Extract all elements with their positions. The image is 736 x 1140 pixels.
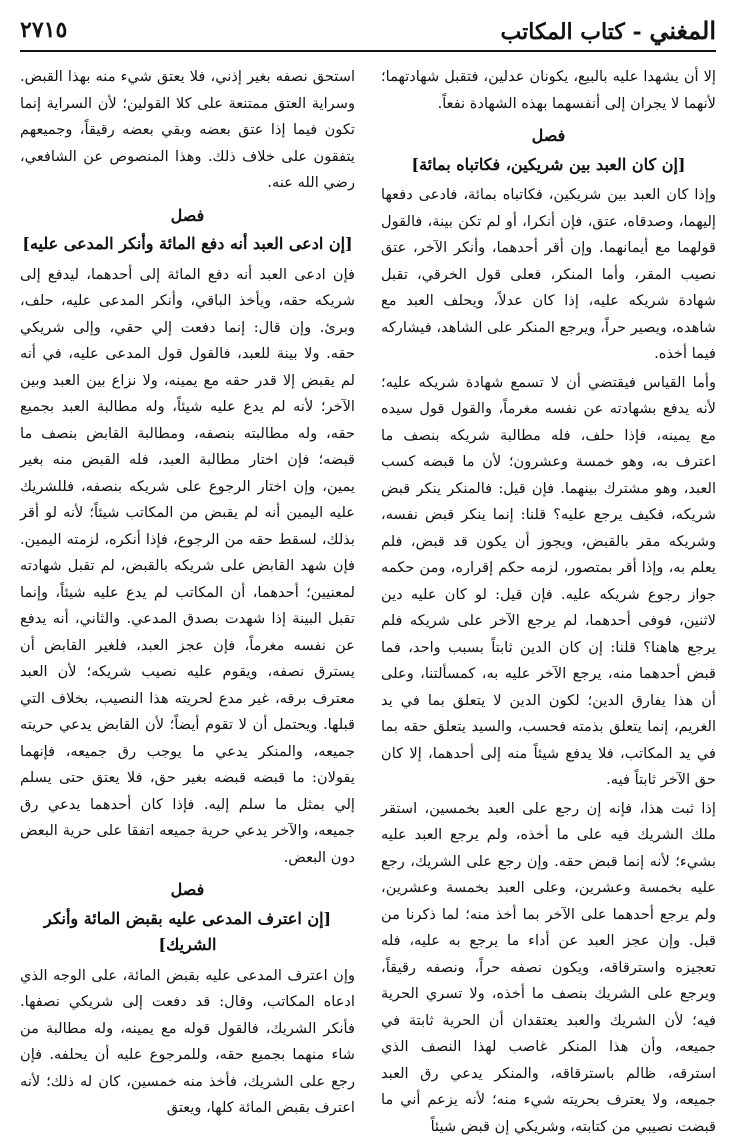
section-heading: [إن كان العبد بين شريكين، فكاتباه بمائة] [381, 152, 716, 179]
chapter-title: كتاب المكاتب [501, 19, 625, 45]
right-column [381, 64, 716, 1086]
section-heading: [إن اعترف المدعى عليه بقبض المائة وأنكر الشريك] [20, 906, 355, 959]
paragraph: استحق نصفه بغير إذني، فلا يعتق شيء منه بهذا القبض. وسراية العتق ممتنعة على كلا القولين؛ لأن السراية إنما تكون فيما إذا عتق بعضه وبقي بعضه رقيقاً، وجميعهم يتفقون على خلاف ذلك. وهذا المنصوص عن الشافعي، رضي الله عنه. [20, 64, 355, 197]
paragraph: إذا ثبت هذا، فإنه إن رجع على العبد بخمسين، استقر ملك الشريك فيه على ما أخذه، ولم يرجع العبد عليه بشيء؛ لأنه إنما قبض حقه. وإن رجع على الشريك، رجع عليه بخمسة وعشرين، وعلى العبد بخمسة وعشرين، ولم يرجع أحدهما على الآخر بما أخذ منه؛ لما ذكرنا من قبل. وإن عجز العبد عن أداء ما يرجع به عليه، فله تعجيزه واسترقاقه، ويكون نصفه حراً، ونصفه رقيقاً، ويرجع على الشريك بنصف ما أخذه، ولا تسري الحرية فيه؛ لأن الشريك والعبد يعتقدان أن الحرية ثابتة في جميعه، وأن هذا المنكر غاصب لهذا النصف الذي استرقه، ظالم باسترقاقه، والمنكر يدعي رق العبد جميعه، ولا يعترف بحريته شيء منه؛ لأنه يزعم أني ما قبضت نصيبي من كتابته، وشريكي إن قبض شيئاً [381, 796, 716, 1140]
section-heading: [إن ادعى العبد أنه دفع المائة وأنكر المدعى عليه] [20, 231, 355, 258]
page-header [20, 10, 716, 52]
running-title [501, 16, 716, 45]
paragraph: وإن اعترف المدعى عليه بقبض المائة، على الوجه الذي ادعاه المكاتب، وقال: قد دفعت إلى شريكي نصفها. فأنكر الشريك، فالقول قوله مع يمينه، وله مطالبة من شاء منهما بجميع حقه، وللمرجوع عليه أن يحلفه. فإن رجع على الشريك، فأخذ منه خمسين، كان له ذلك؛ لأنه اعترف بقبض المائة كلها، ويعتق [20, 963, 355, 1122]
section-marker: فصل [20, 203, 355, 230]
text-columns [20, 64, 716, 1086]
section-marker: فصل [20, 877, 355, 904]
book-title: المغني [649, 16, 716, 45]
paragraph: وإذا كان العبد بين شريكين، فكاتباه بمائة، فادعى دفعها إليهما، وصدقاه، عتق، فإن أنكرا، أو لم تكن بينة، فالقول قولهما مع أيمانهما. وإن أقر أحدهما، وأنكر الآخر، عتق نصيب المقر، وأما المنكر، فعلى قول الخرقي، تقبل شهادة شريكه عليه، إذا كان عدلاً، ويحلف العبد مع شاهده، ويصير حراً، ويرجع المنكر على الشاهد، فيشاركه فيما أخذه. [381, 182, 716, 368]
paragraph: إلا أن يشهدا عليه بالبيع، يكونان عدلين، فتقبل شهادتهما؛ لأنهما لا يجران إلى أنفسهما بهذه الشهادة نفعاً. [381, 64, 716, 117]
paragraph: وأما القياس فيقتضي أن لا تسمع شهادة شريكه عليه؛ لأنه يدفع بشهادته عن نفسه مغرماً، والقول قول سيده مع يمينه، فإذا حلف، فله مطالبة شريكه بنصف ما اعترف به، وهو خمسة وعشرون؛ لأن ما قبضه كسب العبد، وهو مشترك بينهما. فإن قيل: فالمنكر ينكر قبض شريكه، فكيف يرجع عليه؟ قلنا: إنما ينكر قبض نفسه، وشريكه مقر بالقبض، ويجوز أن يكون قد قبض، فلم يعلم به، وإذا أقر بمتصور، لزمه حكم إقراره، ومن حكمه جواز رجوع شريكه عليه. فإن قيل: لو كان عليه دين لاثنين، فوفى أحدهما، لم يرجع الآخر على شريكه فلم يرجع هاهنا؟ قلنا: إن كان الدين ثابتاً بسبب واحد، فما قبض أحدهما منه، يرجع الآخر عليه به، كمسألتنا، وعلى أن هذا يفارق الدين؛ لكون الدين لا يتعلق بما في يد الغريم، إنما يتعلق بذمته فحسب، والسيد يتعلق حقه بما في يد المكاتب، فلا يدفع شيئاً منه إلى أحدهما، إلا كان حق الآخر ثابتاً فيه. [381, 370, 716, 794]
title-separator: - [633, 19, 642, 45]
paragraph: فإن ادعى العبد أنه دفع المائة إلى أحدهما، ليدفع إلى شريكه حقه، ويأخذ الباقي، وأنكر المدعى عليه، حلف، وبرئ. وإن قال: إنما دفعت إلي حقي، وإلى شريكي حقه. ولا بينة للعبد، فالقول قول المدعى عليه، في أنه لم يقبض إلا قدر حقه مع يمينه، ولا نزاع بين العبد وبين الآخر؛ لأنه لم يدع عليه شيئاً، وله مطالبة العبد بجميع حقه، وله مطالبته بنصفه، ومطالبة القابض بنصف ما قبضه؛ فإن اختار مطالبة العبد، فله القبض منه بغير يمين، وإن اختار الرجوع على شريكه بنصفه، فللشريك عليه اليمين أنه لم يقبض من المكاتب شيئاً؛ لأنه لو أقر بذلك، لسقط حقه من الرجوع، فإذا أنكره، لزمته اليمين. فإن شهد القابض على شريكه بالقبض، لم تقبل شهادته لمعنيين؛ أحدهما، أن المكاتب لم يدع عليه شيئاً، وإنما تقبل البينة إذا شهدت بصدق المدعي. والثاني، أنه يدفع عن نفسه مغرماً، فإن عجز العبد، فلغير القابض أن يسترق نصفه، ويقوم عليه نصيب شريكه؛ لأن العبد معترف برقه، غير مدع لحريته هذا النصيب، بخلاف التي قبلها. ويحتمل أن لا تقوم أيضاً؛ لأن القابض يدعي حريته جميعه، والمنكر يدعي ما يوجب رق جميعه، فإنهما يقولان: ما قبضه قبضه بغير حق، فلا يعتق حتى يسلم إلي بمثل ما سلم إليه. فإذا كان أحدهما يدعي رق جميعه، والآخر يدعي حرية جميعه اتفقا على حرية البعض دون البعض. [20, 262, 355, 872]
page-number: ٢٧١٥ [20, 17, 67, 43]
left-column [20, 64, 355, 1086]
section-marker: فصل [381, 123, 716, 150]
